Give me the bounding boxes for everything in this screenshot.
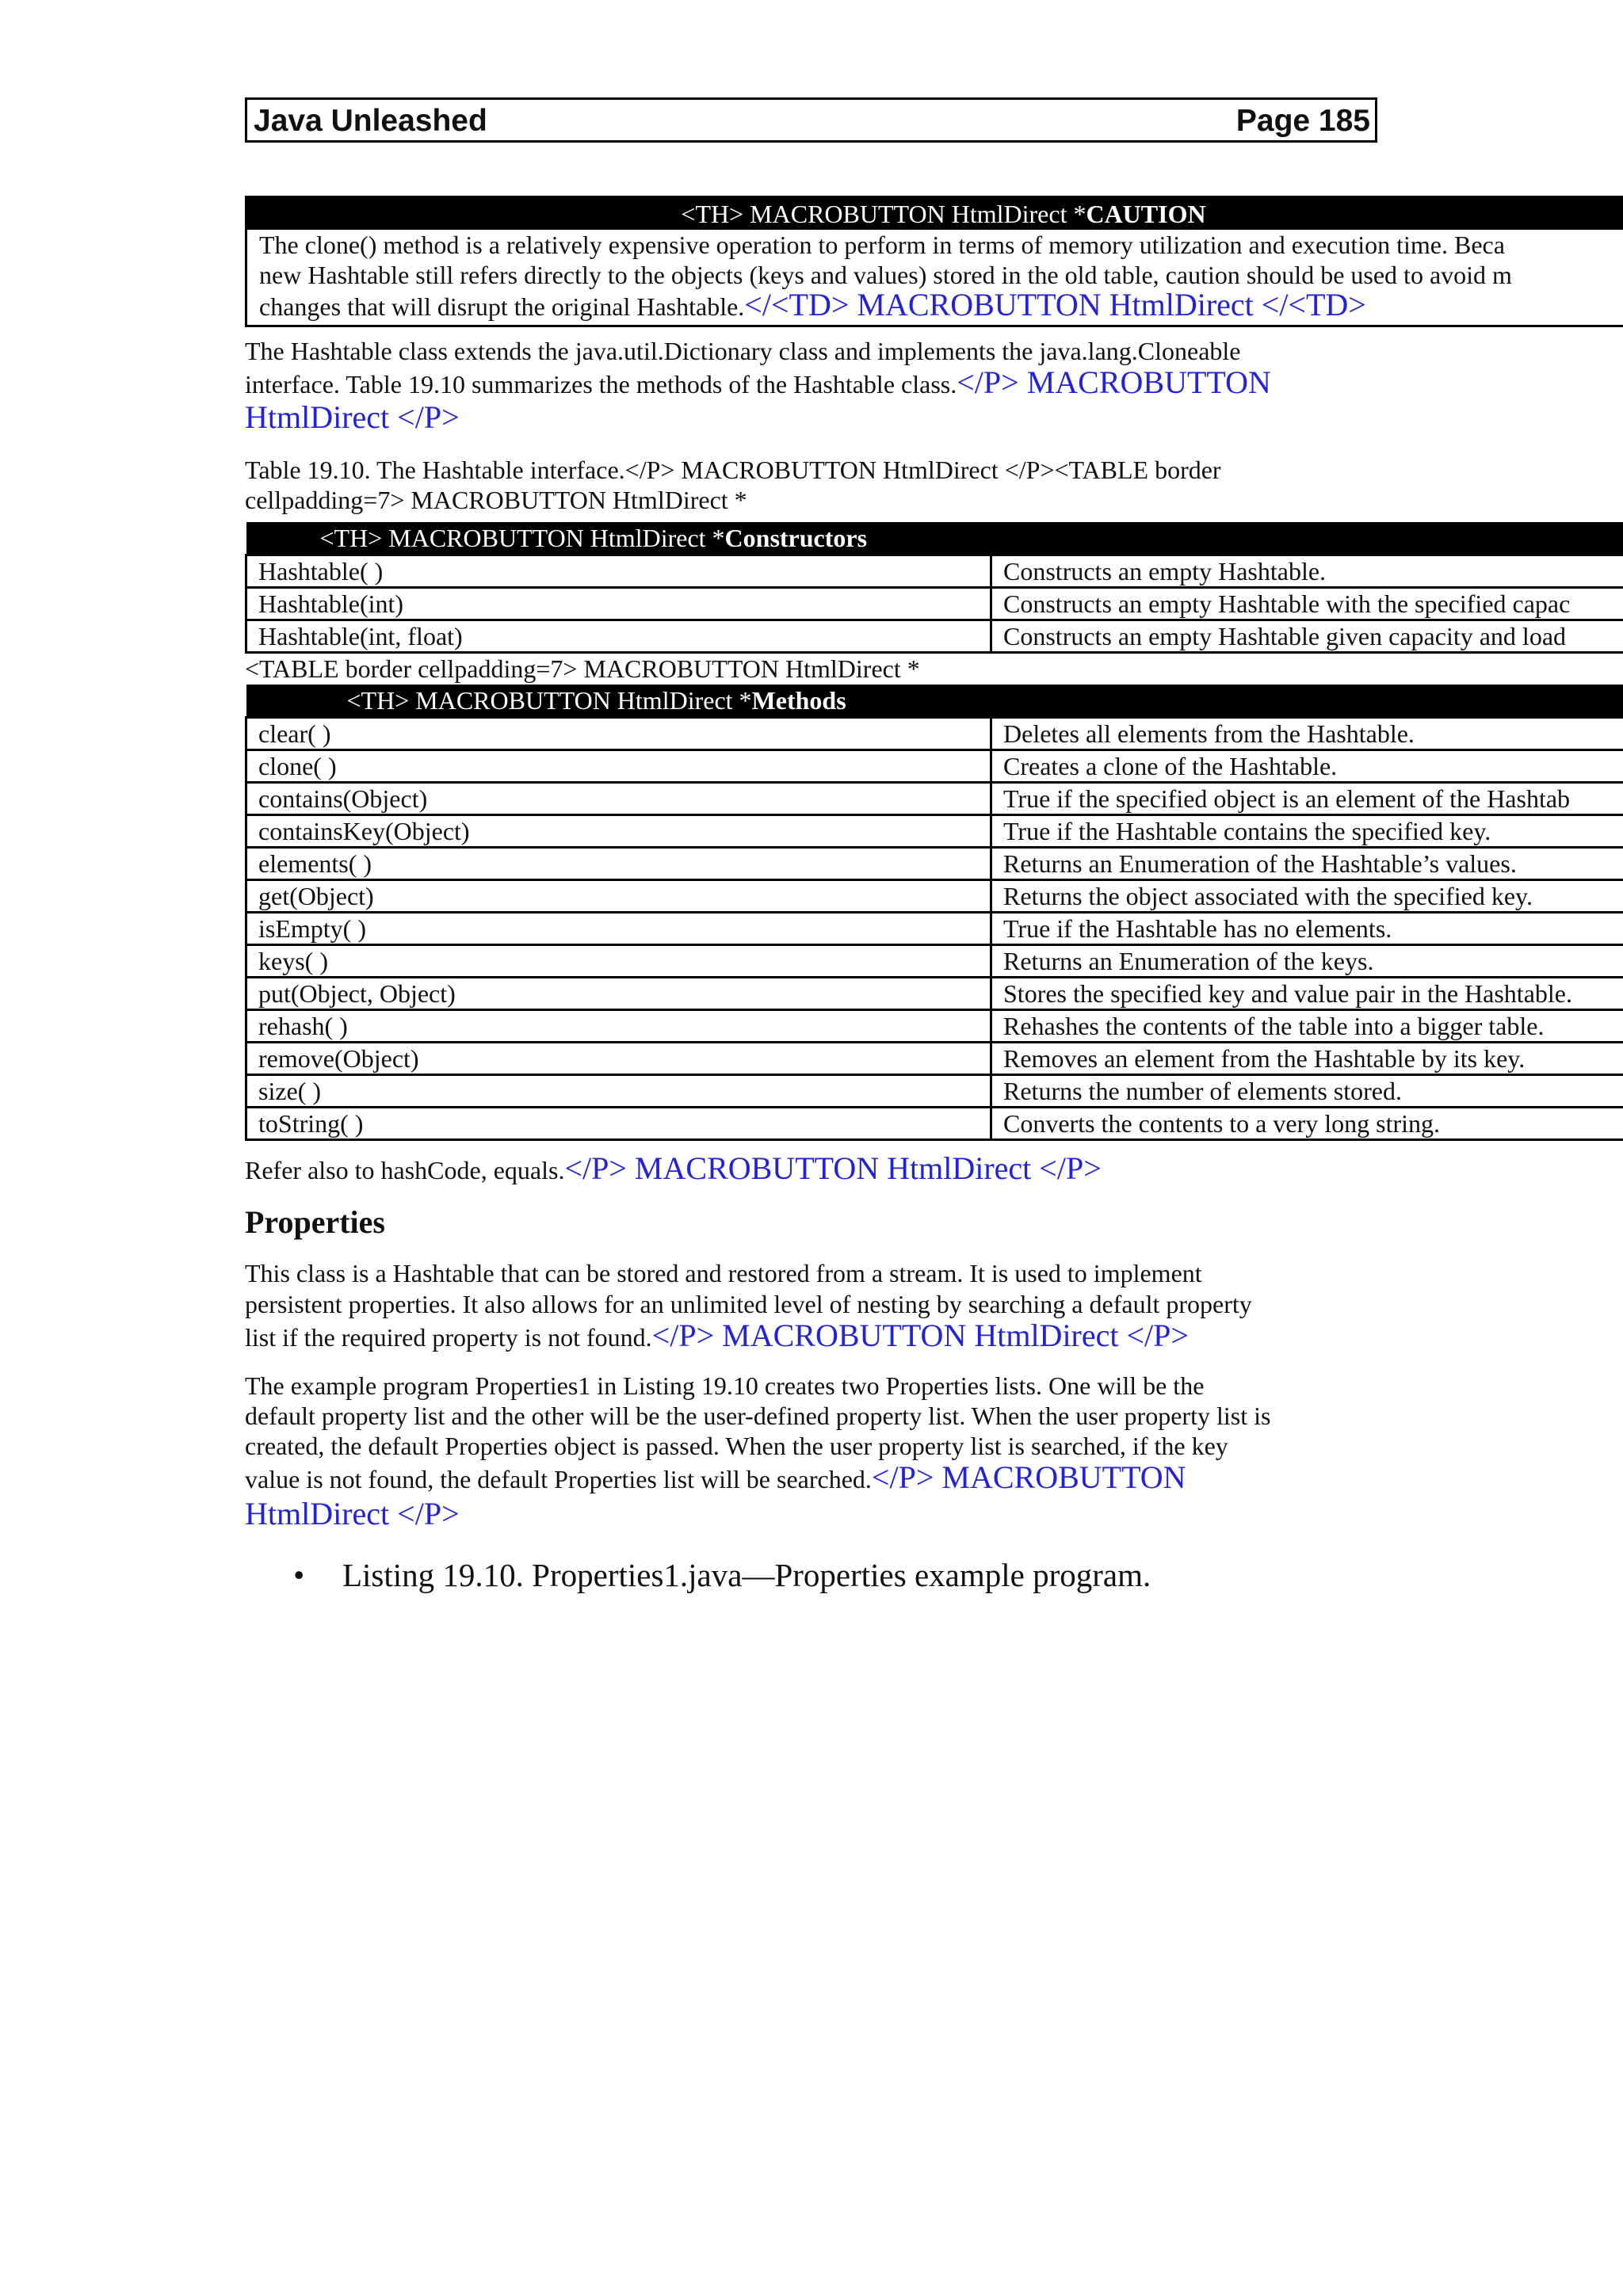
table-cell: isEmpty( ) (246, 912, 991, 944)
page-number: Page 185 (1235, 104, 1370, 138)
caution-line: The clone() method is a relatively expensive operation to perform in terms of memory utilization and execution time. Beca (259, 231, 1505, 259)
table-cell: remove(Object) (246, 1042, 991, 1074)
table-cell: Returns an Enumeration of the Hashtable’s values. (991, 847, 1623, 879)
paragraph-line: The Hashtable class extends the java.util.Dictionary class and implements the java.lang.Cloneable (245, 337, 1241, 365)
paragraph-link[interactable]: </P> MACROBUTTON HtmlDirect </P> (651, 1318, 1189, 1353)
table-cell: Constructs an empty Hashtable with the specified capac (991, 587, 1623, 620)
table-cell: Rehashes the contents of the table into a bigger table. (991, 1009, 1623, 1042)
table-cell: Constructs an empty Hashtable given capacity and load (991, 620, 1623, 652)
table-cell: elements( ) (246, 847, 991, 879)
table-cell: contains(Object) (246, 782, 991, 814)
caution-link[interactable]: </<TD> MACROBUTTON HtmlDirect </<TD> (744, 287, 1366, 322)
table-cell: Hashtable(int, float) (246, 620, 991, 652)
paragraph-line (245, 1318, 1189, 1353)
table-cell: put(Object, Object) (246, 977, 991, 1009)
table-row (246, 717, 1623, 749)
page-header (245, 97, 1377, 143)
table-row (246, 749, 1623, 782)
paragraph-line (245, 364, 1271, 400)
refer-text: Refer also to hashCode, equals. (245, 1156, 565, 1184)
paragraph-text: list if the required property is not found. (245, 1323, 652, 1352)
table-row (246, 1074, 1623, 1107)
table-row (246, 1042, 1623, 1074)
caution-header (247, 198, 1623, 230)
paragraph-line: persistent properties. It also allows for an unlimited level of nesting by searching a default property (245, 1290, 1252, 1318)
paragraph-link[interactable]: HtmlDirect </P> (245, 1496, 460, 1531)
methods-header-cell (246, 685, 1623, 717)
methods-header-bold: Methods (751, 685, 846, 715)
table-cell: keys( ) (246, 944, 991, 977)
section-heading: Properties (245, 1204, 385, 1240)
caution-box (245, 196, 1623, 327)
methods-table (245, 685, 1623, 1141)
table-cell: Converts the contents to a very long string. (991, 1107, 1623, 1139)
paragraph-text: interface. Table 19.10 summarizes the methods of the Hashtable class. (245, 370, 957, 399)
table-row (246, 587, 1623, 620)
caution-line-text: changes that will disrupt the original Hashtable. (259, 292, 745, 321)
caution-body (247, 230, 1623, 322)
constructors-header (246, 522, 1623, 555)
methods-header-prefix: <TH> MACROBUTTON HtmlDirect * (346, 685, 752, 715)
paragraph-line (245, 1459, 1186, 1495)
table-row (246, 814, 1623, 847)
constructors-header-bold: Constructors (724, 523, 868, 552)
paragraph-line: The example program Properties1 in Listing 19.10 creates two Properties lists. One will be the (245, 1371, 1205, 1400)
table-cell: Removes an element from the Hashtable by its key. (991, 1042, 1623, 1074)
methods-header (246, 685, 1623, 717)
table-row (246, 620, 1623, 652)
caution-header-prefix: <TH> MACROBUTTON HtmlDirect * (681, 200, 1086, 228)
constructors-header-prefix: <TH> MACROBUTTON HtmlDirect * (319, 523, 725, 552)
paragraph-link[interactable]: </P> MACROBUTTON (871, 1459, 1186, 1495)
table-cell: True if the specified object is an element of the Hashtab (991, 782, 1623, 814)
table-cell: size( ) (246, 1074, 991, 1107)
paragraph-line: default property list and the other will be the user-defined property list. When the user property list is (245, 1402, 1271, 1430)
paragraph-line: This class is a Hashtable that can be stored and restored from a stream. It is used to implement (245, 1259, 1202, 1287)
bullet-text: Listing 19.10. Properties1.java—Properties example program. (342, 1557, 1151, 1593)
table-cell: Deletes all elements from the Hashtable. (991, 717, 1623, 749)
table-cell: True if the Hashtable contains the specified key. (991, 814, 1623, 847)
table-row (246, 1107, 1623, 1139)
table-cell: Constructs an empty Hashtable. (991, 555, 1623, 587)
table-cell: Returns an Enumeration of the keys. (991, 944, 1623, 977)
listing-bullet (293, 1557, 1151, 1593)
table-cell: Returns the number of elements stored. (991, 1074, 1623, 1107)
table-cell: Hashtable(int) (246, 587, 991, 620)
paragraph-link[interactable]: HtmlDirect </P> (245, 399, 460, 435)
book-title: Java Unleashed (254, 104, 487, 138)
table-cell: clear( ) (246, 717, 991, 749)
table-cell: True if the Hashtable has no elements. (991, 912, 1623, 944)
table-row (246, 879, 1623, 912)
table-row (246, 1009, 1623, 1042)
table-cell: Creates a clone of the Hashtable. (991, 749, 1623, 782)
table-row (246, 912, 1623, 944)
table-cell: Returns the object associated with the specified key. (991, 879, 1623, 912)
caution-line: new Hashtable still refers directly to the objects (keys and values) stored in the old table, caution should be used to avoid m (259, 261, 1512, 289)
table-cell: Stores the specified key and value pair in the Hashtable. (991, 977, 1623, 1009)
table-row (246, 847, 1623, 879)
bullet-icon: • (293, 1557, 305, 1593)
refer-line (245, 1150, 1102, 1186)
table-row (246, 977, 1623, 1009)
paragraph-line (245, 1496, 460, 1531)
refer-link[interactable]: </P> MACROBUTTON HtmlDirect </P> (564, 1150, 1102, 1186)
table-row (246, 555, 1623, 587)
table-cell: containsKey(Object) (246, 814, 991, 847)
paragraph-text: value is not found, the default Properties list will be searched. (245, 1465, 872, 1493)
caution-line (259, 287, 1623, 322)
constructors-table (245, 522, 1623, 654)
table-row (246, 782, 1623, 814)
table-cell: Hashtable( ) (246, 555, 991, 587)
table-caption: Table 19.10. The Hashtable interface.</P> MACROBUTTON HtmlDirect </P><TABLE border (245, 456, 1221, 484)
constructors-header-cell (246, 522, 1623, 555)
table-cell: toString( ) (246, 1107, 991, 1139)
table-cell: clone( ) (246, 749, 991, 782)
caution-header-bold: CAUTION (1086, 200, 1206, 228)
table-cell: rehash( ) (246, 1009, 991, 1042)
table-caption: cellpadding=7> MACROBUTTON HtmlDirect * (245, 486, 747, 514)
paragraph-line: created, the default Properties object is passed. When the user property list is searched, if the key (245, 1432, 1228, 1460)
paragraph-line (245, 399, 460, 435)
table-cell: get(Object) (246, 879, 991, 912)
paragraph-link[interactable]: </P> MACROBUTTON (957, 364, 1271, 400)
methods-caption: <TABLE border cellpadding=7> MACROBUTTON HtmlDirect * (245, 654, 920, 683)
table-row (246, 944, 1623, 977)
